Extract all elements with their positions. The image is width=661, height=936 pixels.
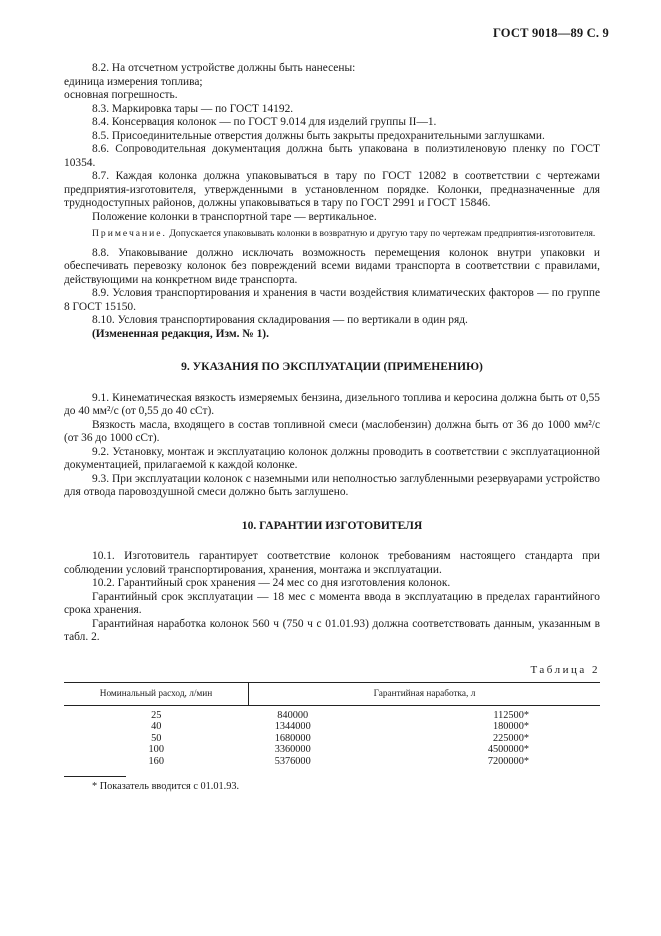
warranty-table xyxy=(64,682,600,769)
table-caption: Таблица 2 xyxy=(530,663,600,676)
runtime-values-from-1993: 112500* 180000* 225000* 4500000* 7200000* xyxy=(487,709,529,767)
note-text: Допускается упаковывать колонки в возвратную и другую тару по чертежам предприятия-изготовителя. xyxy=(169,228,596,239)
page-content xyxy=(64,62,600,794)
clause-8-7: 8.7. Каждая колонка должна упаковываться в тару по ГОСТ 12082 в соответствии с чертежами предприятия-изготовителя, утвержденными в установленном порядке. Колонки, предназначенные для труднодоступных районов, должны упаковываться в тару по ГОСТ 2991 и ГОСТ 15846. xyxy=(64,170,600,209)
clause-8-6: 8.6. Сопроводительная документация должна быть упакована в полиэтиленовую пленку по ГОСТ 10354. xyxy=(64,143,600,169)
clause-10-2: 10.2. Гарантийный срок хранения — 24 мес со дня изготовления колонок. xyxy=(92,577,451,589)
runtime-values: 840000 1344000 1680000 3360000 5376000 xyxy=(274,709,311,767)
table-header-row xyxy=(64,682,600,705)
clause-10-2-operation: Гарантийный срок эксплуатации — 18 мес с момента ввода в эксплуатацию в пределах гарантийного срока хранения. xyxy=(64,590,600,616)
clause-10-1: 10.1. Изготовитель гарантирует соответствие колонок требованиям настоящего стандарта при соблюдении условий транспортирования, хранения, монтажа и эксплуатации. xyxy=(64,550,600,576)
clause-8-3: 8.3. Маркировка тары — по ГОСТ 14192. xyxy=(92,102,294,115)
amendment-note: (Измененная редакция, Изм. № 1). xyxy=(92,327,269,340)
section-9-heading: 9. УКАЗАНИЯ ПО ЭКСПЛУАТАЦИИ (ПРИМЕНЕНИЮ) xyxy=(181,360,483,373)
clause-8-2-item-2: основная погрешность. xyxy=(64,89,178,101)
section-10-heading: 10. ГАРАНТИИ ИЗГОТОВИТЕЛЯ xyxy=(241,518,423,532)
clause-8-7-position: Положение колонки в транспортной таре — вертикальное. xyxy=(92,210,377,223)
clause-9-1: 9.1. Кинематическая вязкость измеряемых бензина, дизельного топлива и керосина должна быть от 0,55 до 40 мм²/с (от 0,55 до 40 сСт). xyxy=(64,391,600,417)
footnote-divider xyxy=(64,776,126,777)
header-warranty-runtime: Гарантийная наработка, л xyxy=(373,688,476,699)
table-data-row xyxy=(64,705,600,768)
clause-10-2-runtime: Гарантийная наработка колонок 560 ч (750 ч с 01.01.93) должна соответствовать данным, указанным в табл. 2. xyxy=(64,617,600,643)
clause-8-2-item-1: единица измерения топлива; xyxy=(64,75,203,88)
clause-8-10: 8.10. Условия транспортирования складирования — по вертикали в один ряд. xyxy=(92,314,468,326)
clause-8-5: 8.5. Присоединительные отверстия должны быть закрыты предохранительными заглушками. xyxy=(92,129,545,142)
clause-9-3: 9.3. При эксплуатации колонок с наземными или неполностью заглубленными резервуарами устройство для отвода паровоздушной смеси должно быть заглушено. xyxy=(64,472,600,498)
clause-8-4: 8.4. Консервация колонок — по ГОСТ 9.014 для изделий группы II—1. xyxy=(92,116,437,128)
clause-8-2: 8.2. На отсчетном устройстве должны быть нанесены: xyxy=(92,62,356,74)
footnote: * Показатель вводится с 01.01.93. xyxy=(92,781,240,793)
nominal-flow-values: 25 40 50 100 160 xyxy=(148,709,164,767)
clause-9-2: 9.2. Установку, монтаж и эксплуатацию колонок должны проводить в соответствии с эксплуатационной документацией, прилагаемой к каждой колонке. xyxy=(64,445,600,471)
clause-8-8: 8.8. Упаковывание должно исключать возможность перемещения колонок внутри упаковки и обеспечивать перевозку колонок без повреждений всеми видами транспорта в соответствии с правилами, действующими на конкретном виде транспорта. xyxy=(64,246,600,286)
clause-8-9: 8.9. Условия транспортирования и хранения в части воздействия климатических факторов — по группе 8 ГОСТ 15150. xyxy=(64,287,600,313)
page-header: ГОСТ 9018—89 С. 9 xyxy=(492,26,609,40)
header-nominal-flow: Номинальный расход, л/мин xyxy=(64,682,249,705)
note-label: Примечание. xyxy=(92,228,167,239)
clause-9-1-oil: Вязкость масла, входящего в состав топливной смеси (маслобензин) должна быть от 36 до 1000 мм²/с (от 36 до 1000 сСт). xyxy=(64,418,600,444)
note-8-7 xyxy=(64,228,600,241)
